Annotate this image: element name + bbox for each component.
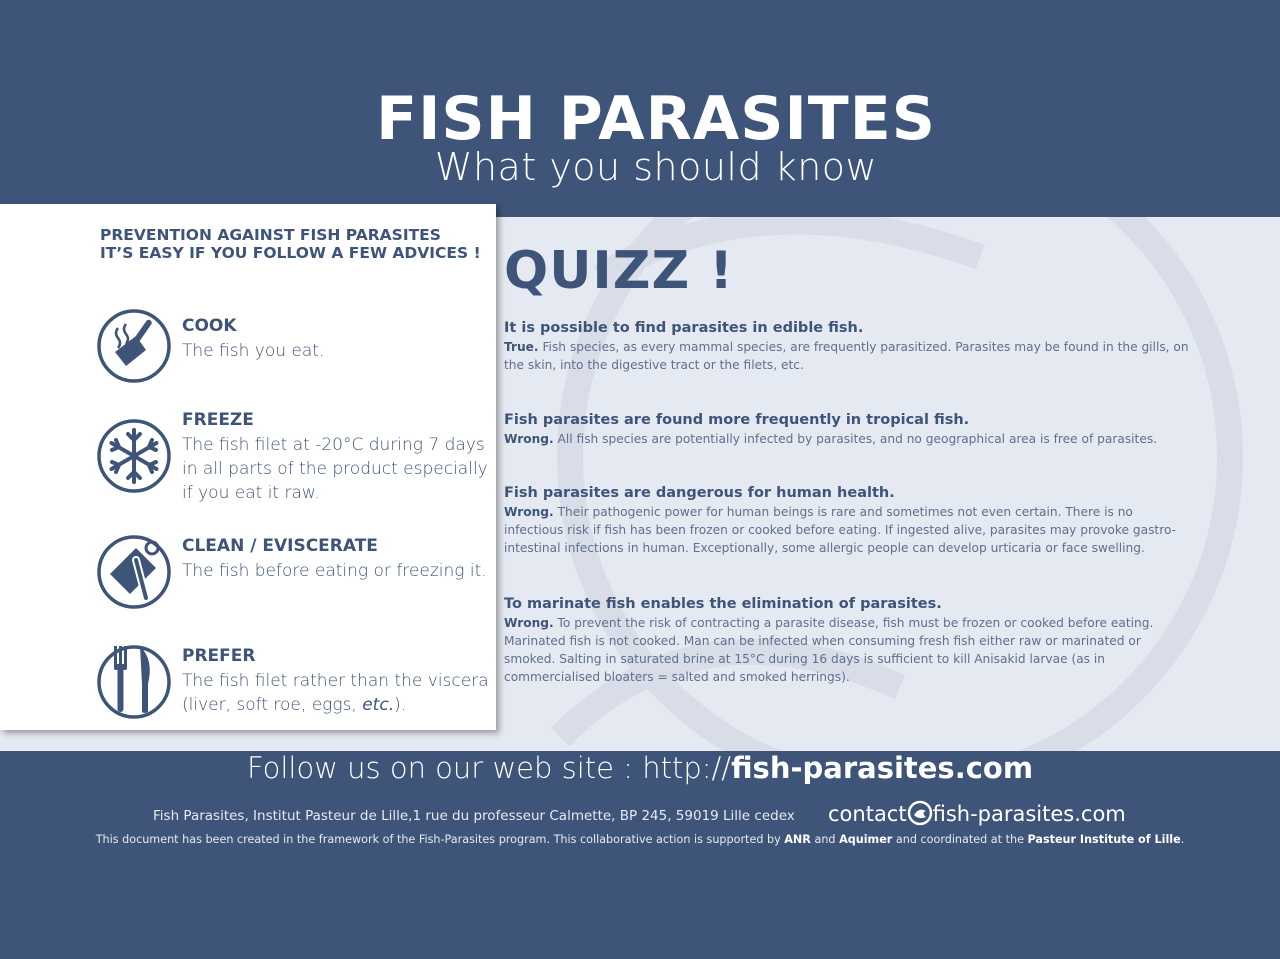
quiz-question: Fish parasites are dangerous for human health. [504, 485, 895, 501]
advice-cook-title: COOK [182, 316, 237, 336]
credit-text: This document has been created in the framework of the Fish-Parasites program. This collaborative action is supported by [95, 833, 785, 846]
header [0, 0, 1280, 205]
advice-cook-text: The fish you eat. [182, 341, 325, 361]
credit-text-2: and coordinated at the [892, 833, 1028, 846]
credit-line [0, 833, 1280, 846]
contact-user: contact [828, 802, 907, 826]
page-title: FISH PARASITES [376, 84, 936, 154]
credit-aquimer: Aquimer [839, 833, 893, 846]
advice-prefer-text-end: ). [394, 695, 407, 715]
quiz-item [504, 410, 1194, 448]
advice-prefer-text [182, 669, 492, 717]
prevention-heading-line1: PREVENTION AGAINST FISH PARASITES [100, 226, 441, 244]
quiz-answer [504, 430, 1194, 448]
credit-pasteur: Pasteur Institute of Lille [1027, 833, 1181, 846]
credit-and: and [810, 833, 840, 846]
prevention-heading-line2: IT’S EASY IF YOU FOLLOW A FEW ADVICES ! [100, 244, 481, 262]
quiz-item [504, 594, 1194, 686]
quiz-answer [504, 503, 1194, 557]
advice-prefer-text-italic: etc. [362, 695, 395, 715]
credit-anr: ANR [784, 833, 811, 846]
follow-line [0, 751, 1280, 785]
contact-domain: fish-parasites.com [932, 802, 1126, 826]
quiz-answer [504, 614, 1194, 686]
snowflake-icon [96, 418, 172, 494]
advice-freeze-title: FREEZE [182, 410, 254, 430]
prevention-heading [100, 226, 496, 262]
quiz-item [504, 318, 1194, 374]
quiz-title: QUIZZ ! [504, 241, 735, 301]
quiz-answer-text: To prevent the risk of contracting a parasite disease, fish must be frozen or cooked before eating. Marinated fish is not cooked. Man can be infected when consuming fresh fish either raw or marinated or smoked. Salting in saturated brine at 15°C during 16 days is sufficient to kill Anisakid larvae (as in commercialised bloaters = salted and smoked herrings). [504, 616, 1154, 684]
cooking-pan-icon [96, 308, 172, 384]
advice-clean-text: The fish before eating or freezing it. [182, 561, 487, 581]
prevention-panel [0, 204, 496, 730]
fish-at-icon [907, 800, 933, 826]
quiz-answer-text: Fish species, as every mammal species, are frequently parasitized. Parasites may be found in the gills, on the skin, into the digestive tract or the filets, etc. [504, 340, 1189, 372]
advice-freeze-text: The fish filet at -20°C during 7 days in all parts of the product especially if you eat it raw. [182, 435, 488, 503]
advice-clean-title: CLEAN / EVISCERATE [182, 536, 378, 556]
quiz-verdict: Wrong. [504, 505, 554, 519]
fork-knife-icon [96, 644, 172, 720]
website-link[interactable]: fish-parasites.com [731, 751, 1034, 785]
contact-email[interactable] [828, 802, 1126, 826]
page-subtitle: What you should know [434, 145, 878, 189]
quiz-verdict: Wrong. [504, 432, 554, 446]
quiz-verdict: Wrong. [504, 616, 554, 630]
cutting-board-knife-icon [96, 534, 172, 610]
quiz-answer-text: All fish species are potentially infected by parasites, and no geographical area is free of parasites. [557, 432, 1158, 446]
advice-prefer-title: PREFER [182, 646, 256, 666]
credit-end: . [1180, 833, 1185, 846]
advice-prefer-text-main: The fish filet rather than the viscera (liver, soft roe, eggs, [182, 671, 489, 715]
quiz-answer-text: Their pathogenic power for human beings is rare and sometimes not even certain. There is no infectious risk if fish has been frozen or cooked before eating. If ingested alive, parasites may provoke gastro-intestinal infections in human. Exceptionally, some allergic people can develop urticaria or face swelling. [504, 505, 1177, 555]
quiz-item [504, 483, 1194, 557]
quiz-question: It is possible to find parasites in edible fish. [504, 320, 864, 336]
quiz-question: Fish parasites are found more frequently in tropical fish. [504, 412, 970, 428]
quiz-verdict: True. [504, 340, 539, 354]
quiz-answer [504, 338, 1194, 374]
quiz-question: To marinate fish enables the elimination of parasites. [504, 596, 942, 612]
address: Fish Parasites, Institut Pasteur de Lille,1 rue du professeur Calmette, BP 245, 59019 Lille cedex [153, 808, 795, 824]
follow-prefix: Follow us on our web site : http:// [246, 751, 732, 785]
